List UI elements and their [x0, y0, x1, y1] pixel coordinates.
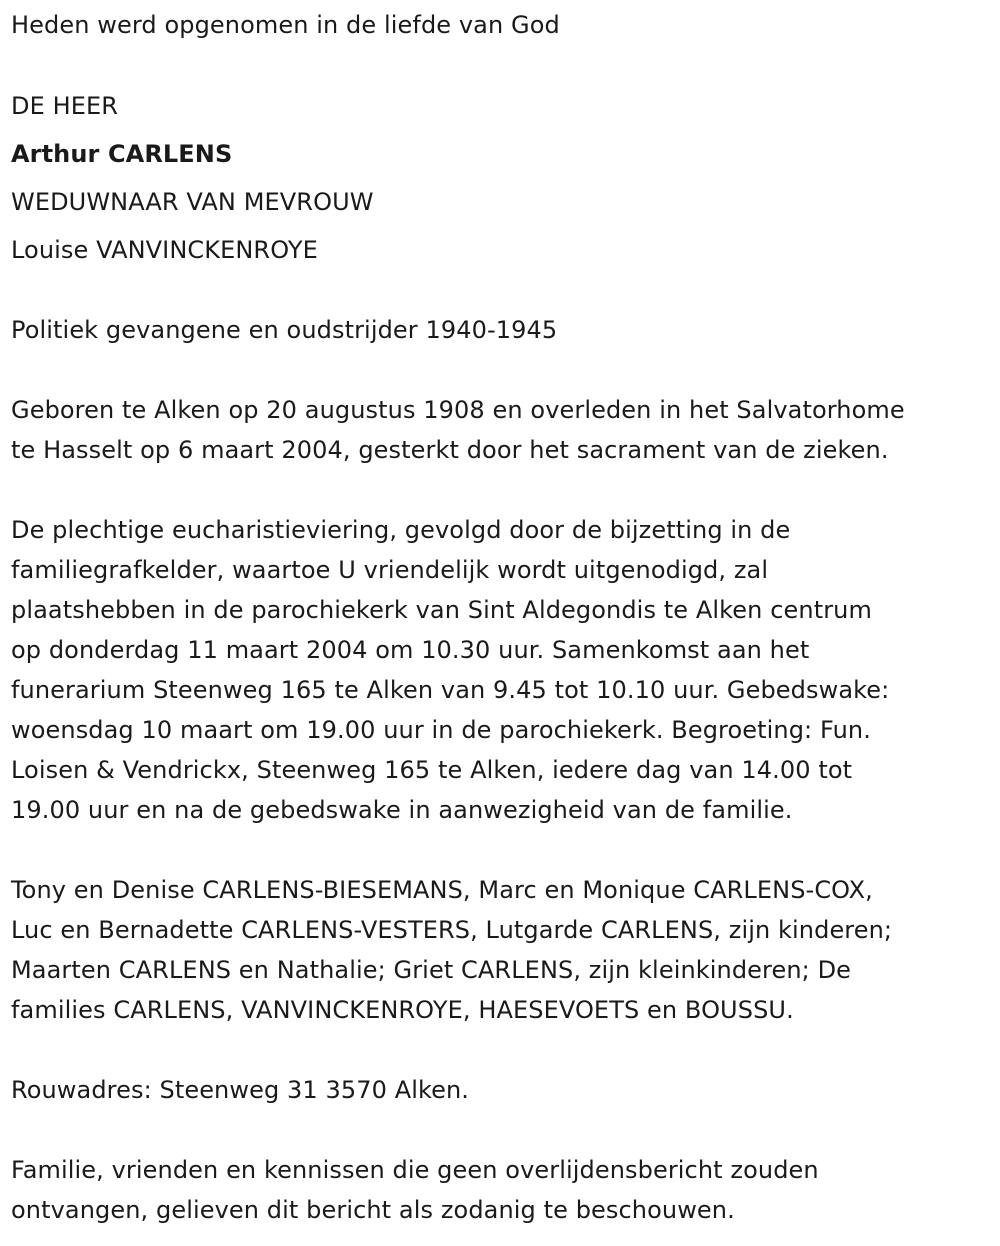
- ceremony-line: 19.00 uur en na de gebedswake in aanwezigheid van de familie.: [11, 796, 793, 824]
- closing-line: ontvangen, gelieven dit bericht als zodanig te beschouwen.: [11, 1196, 735, 1224]
- family-line: Tony en Denise CARLENS-BIESEMANS, Marc en Monique CARLENS-COX,: [11, 876, 873, 904]
- family-line: families CARLENS, VANVINCKENROYE, HAESEVOETS en BOUSSU.: [11, 996, 794, 1024]
- mourning-address: Rouwadres: Steenweg 31 3570 Alken.: [11, 1076, 470, 1104]
- ceremony-line: woensdag 10 maart om 19.00 uur in de parochiekerk. Begroeting: Fun.: [11, 716, 871, 744]
- family-line: Luc en Bernadette CARLENS-VESTERS, Lutgarde CARLENS, zijn kinderen;: [11, 916, 893, 944]
- salutation: DE HEER: [11, 92, 119, 120]
- spouse-name: Louise VANVINCKENROYE: [11, 236, 318, 264]
- ceremony-line: op donderdag 11 maart 2004 om 10.30 uur. Samenkomst aan het: [11, 636, 810, 664]
- birth-death-line: te Hasselt op 6 maart 2004, gesterkt door het sacrament van de zieken.: [11, 436, 889, 464]
- ceremony-line: familiegrafkelder, waartoe U vriendelijk wordt uitgenodigd, zal: [11, 556, 769, 584]
- title-line: Politiek gevangene en oudstrijder 1940-1945: [11, 316, 558, 344]
- ceremony-line: De plechtige eucharistieviering, gevolgd door de bijzetting in de: [11, 516, 791, 544]
- family-line: Maarten CARLENS en Nathalie; Griet CARLENS, zijn kleinkinderen; De: [11, 956, 852, 984]
- closing-line: Familie, vrienden en kennissen die geen overlijdensbericht zouden: [11, 1156, 819, 1184]
- widower-of-label: WEDUWNAAR VAN MEVROUW: [11, 188, 374, 216]
- ceremony-line: funerarium Steenweg 165 te Alken van 9.45 tot 10.10 uur. Gebedswake:: [11, 676, 890, 704]
- intro-text: Heden werd opgenomen in de liefde van God: [11, 11, 560, 39]
- deceased-name: Arthur CARLENS: [11, 140, 233, 168]
- ceremony-line: Loisen & Vendrickx, Steenweg 165 te Alken, iedere dag van 14.00 tot: [11, 756, 853, 784]
- ceremony-line: plaatshebben in de parochiekerk van Sint Aldegondis te Alken centrum: [11, 596, 872, 624]
- birth-death-line: Geboren te Alken op 20 augustus 1908 en overleden in het Salvatorhome: [11, 396, 905, 424]
